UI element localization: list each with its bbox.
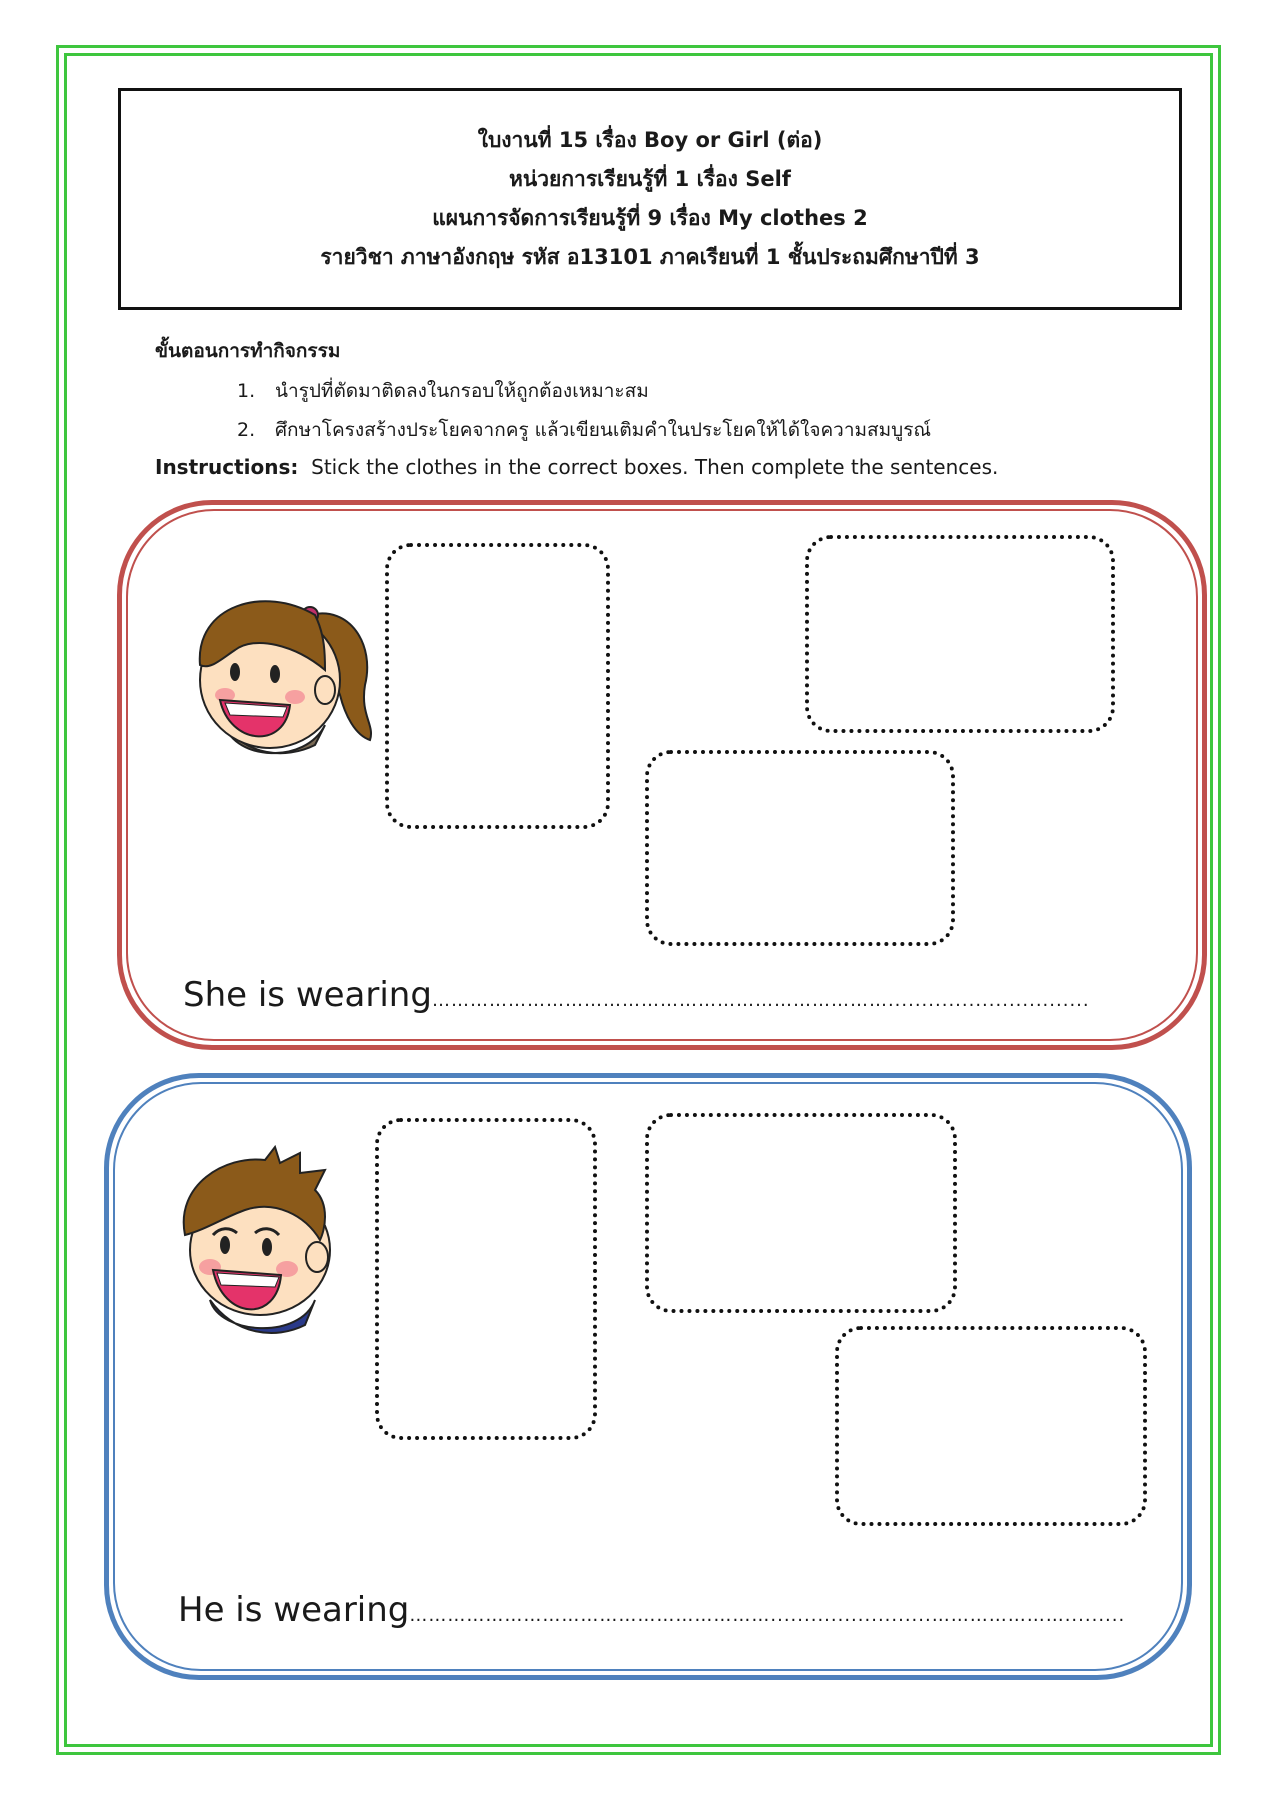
- instructions-text: Stick the clothes in the correct boxes. Then complete the sentences.: [311, 455, 999, 479]
- clothes-drop-box[interactable]: [805, 535, 1115, 733]
- step-text: นำรูปที่ตัดมาติดลงในกรอบให้ถูกต้องเหมาะสม: [275, 380, 649, 402]
- clothes-drop-box[interactable]: [375, 1118, 597, 1440]
- clothes-drop-box[interactable]: [385, 543, 610, 829]
- girl-sentence: [183, 975, 1090, 1015]
- instructions-label: Instructions:: [155, 455, 299, 479]
- clothes-drop-box[interactable]: [835, 1326, 1147, 1526]
- step-number: 2.: [237, 419, 256, 441]
- header-plan: แผนการจัดการเรียนรู้ที่ 9 เรื่อง My clothes 2: [432, 206, 868, 230]
- steps-title: ขั้นตอนการทำกิจกรรม: [155, 340, 341, 362]
- boy-sentence: [178, 1590, 1125, 1630]
- step-item: [237, 376, 649, 406]
- header-unit: หน่วยการเรียนรู้ที่ 1 เรื่อง Self: [509, 167, 791, 191]
- step-number: 1.: [237, 380, 256, 402]
- header-title: ใบงานที่ 15 เรื่อง Boy or Girl (ต่อ): [477, 128, 823, 152]
- girl-face-icon: [175, 575, 375, 775]
- step-text: ศึกษาโครงสร้างประโยคจากครู แล้วเขียนเติมคำในประโยคให้ได้ใจความสมบูรณ์: [275, 419, 932, 441]
- clothes-drop-box[interactable]: [645, 750, 955, 946]
- girl-answer-line[interactable]: ………………………………………………………………..............................: [431, 990, 1090, 1011]
- girl-sentence-text: She is wearing: [183, 975, 432, 1015]
- instructions: [155, 455, 998, 479]
- worksheet-header: [118, 88, 1182, 310]
- step-item: [237, 415, 931, 445]
- clothes-drop-box[interactable]: [645, 1113, 957, 1313]
- header-course: รายวิชา ภาษาอังกฤษ รหัส อ13101 ภาคเรียนที่ 1 ชั้นประถมศึกษาปีที่ 3: [320, 245, 980, 269]
- boy-answer-line[interactable]: …………………………………………………........................………………….........: [409, 1605, 1126, 1626]
- boy-face-icon: [165, 1145, 365, 1345]
- boy-sentence-text: He is wearing: [178, 1590, 410, 1630]
